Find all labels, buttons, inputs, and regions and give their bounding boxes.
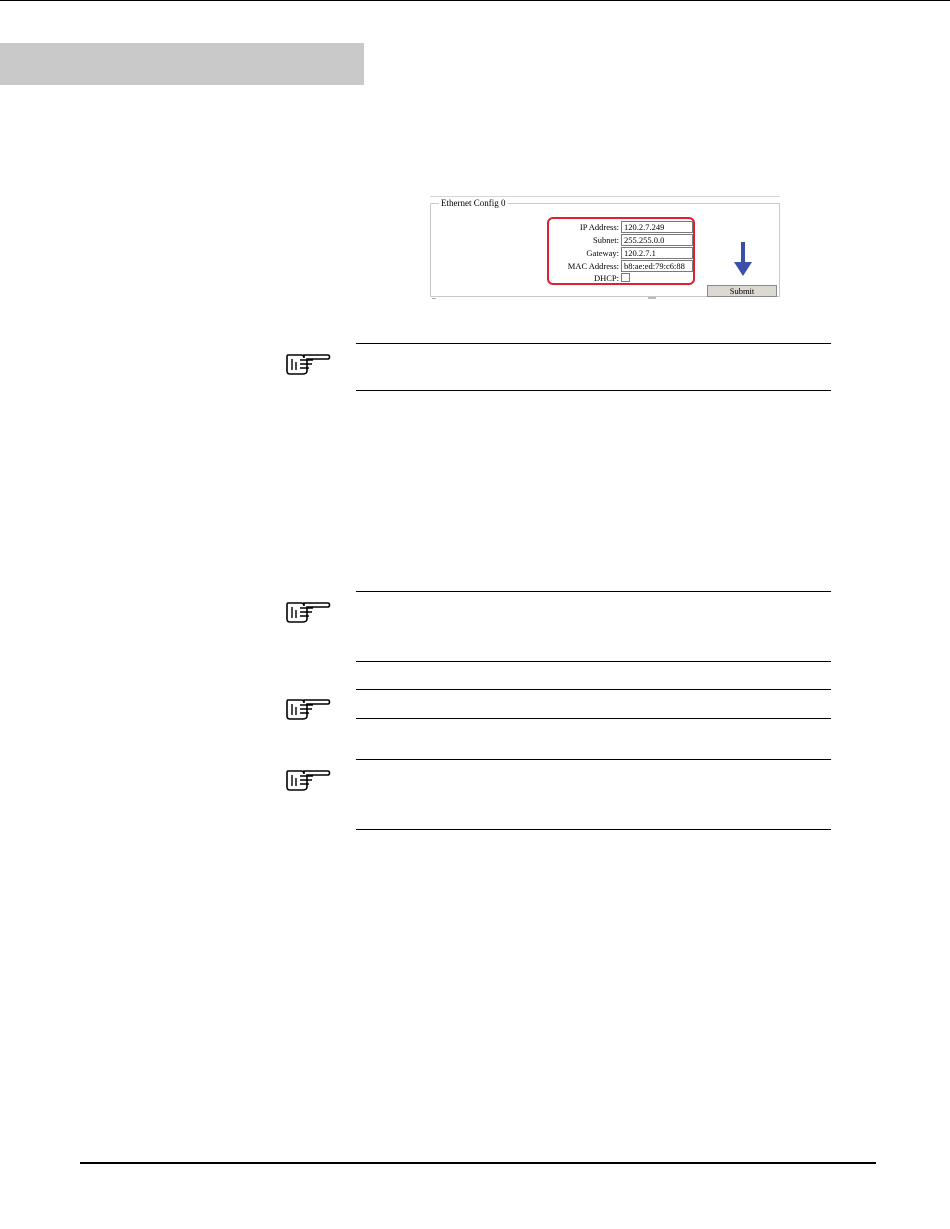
dhcp-row xyxy=(549,272,697,285)
gateway-input[interactable]: 120.2.7.1 xyxy=(621,247,693,259)
pointing-hand-icon xyxy=(285,768,331,792)
submit-button[interactable]: Submit xyxy=(707,285,777,297)
subnet-row xyxy=(549,234,697,247)
ip-address-label: IP Address: xyxy=(579,222,619,232)
footer-rule xyxy=(80,1162,876,1164)
note-rule-bottom xyxy=(356,390,831,391)
note-rule-bottom xyxy=(356,718,831,719)
dhcp-label: DHCP: xyxy=(593,273,619,283)
note-rule-bottom xyxy=(356,829,831,830)
figure-top-line xyxy=(430,196,780,197)
highlight-box xyxy=(547,217,695,285)
mac-address-label: MAC Address: xyxy=(567,261,619,271)
gateway-label: Gateway: xyxy=(586,248,619,258)
ethernet-config-figure xyxy=(426,196,780,302)
pointing-hand-icon xyxy=(285,600,331,624)
pointing-hand-icon xyxy=(285,697,331,721)
ethernet-config-fieldset xyxy=(430,198,780,297)
note-rule-top xyxy=(356,591,831,592)
note-rule-bottom xyxy=(356,661,831,662)
arrow-down-icon xyxy=(732,242,754,278)
note-rule-top xyxy=(356,343,831,344)
figure-crop-mark xyxy=(648,297,656,299)
gateway-row xyxy=(549,247,697,260)
note-rule-top xyxy=(356,759,831,760)
subnet-label: Subnet: xyxy=(593,235,619,245)
ip-address-row xyxy=(549,221,697,234)
top-rule xyxy=(0,0,950,1)
ip-address-input[interactable]: 120.2.7.249 xyxy=(621,221,693,233)
pointing-hand-icon xyxy=(285,352,331,376)
subnet-input[interactable]: 255.255.0.0 xyxy=(621,234,693,246)
figure-crop-mark xyxy=(432,298,436,299)
fieldset-legend: Ethernet Config 0 xyxy=(441,198,506,208)
dhcp-checkbox[interactable] xyxy=(621,273,630,282)
mac-address-input[interactable]: b8:ae:ed:79:c6:88 xyxy=(621,260,693,272)
note-rule-top xyxy=(356,689,831,690)
header-band xyxy=(0,43,364,85)
